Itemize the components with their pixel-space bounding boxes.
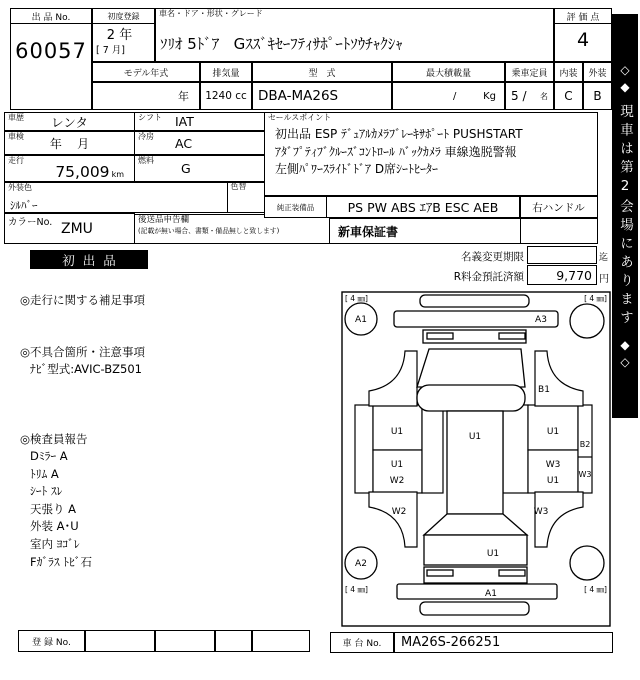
driving-notes-heading: ◎走行に関する補足事項 [20,293,146,307]
damage-code-w3-edge: W3 [578,470,592,479]
fuel-label: 燃料 [138,156,154,165]
sales-point-line: 初出品 ESP ﾃﾞｭｱﾙｶﾒﾗﾌﾞﾚｰｷｻﾎﾟｰﾄ PUSHSTART [275,127,523,141]
history-value: レンタ [51,114,88,130]
name-change-label: 名義変更期限 [461,251,524,263]
mileage-cell [4,155,135,182]
later-goods-note: (記載が無い場合、書類・備品無しと致します) [138,227,280,235]
mileage-unit: km [111,170,124,179]
inspection-cell [4,131,135,155]
damage-diagram [341,291,611,627]
steering-cell: 右ハンドル [520,196,598,218]
history-cell [4,112,135,131]
model-code-header: 型 式 [252,62,392,82]
max-load-slash: / [453,90,457,102]
first-registration-month: [ 7 月] [96,45,125,56]
capacity-number: 5 / [511,89,527,103]
tire-tread-rear-left: [ 4 ㎜] [345,585,368,594]
deposit-value: 9,770 [556,267,592,283]
registration-cell [252,630,310,652]
aircon-cell [134,131,265,155]
max-load-unit: Kg [483,90,496,102]
later-goods-label: 後送品申告欄 [138,215,190,225]
aircon-value: AC [175,135,193,151]
first-registration-label: 初度登録 [93,9,154,24]
grade-value: 4 [576,29,590,51]
grade-label: 評 価 点 [555,9,611,24]
damage-code-a3: A3 [535,315,547,325]
damage-code-a1-rear: A1 [485,589,497,599]
model-year-header: モデル年式 [92,62,200,82]
diamond-open-icon: ◇ [620,62,630,77]
inspector-item: 天張り A [30,501,77,516]
diamond-open-icon: ◇ [620,355,630,370]
displacement-value: 1240 cc [200,82,252,110]
color-number-cell [4,213,135,244]
exterior-color-value: ｼﾙﾊﾞｰ [10,199,38,212]
equipment-label-cell: 純正装備品 [264,196,327,218]
damage-diagram-box [341,291,611,627]
sales-points-label: セールスポイント [268,113,332,122]
lot-number-label: 出 品 No. [11,9,91,24]
color-number-value: ZMU [61,220,93,237]
displacement-header: 排気量 [200,62,252,82]
damage-code-b2-edge: B2 [579,440,591,449]
interior-grade: C [554,82,583,110]
tire-tread-front-left: [ 4 ㎜] [345,294,368,303]
shift-cell [134,112,265,131]
inspector-item: ｼｰﾄ ｽﾚ [30,484,63,499]
capacity-header: 乗車定員 [505,62,554,82]
damage-code-u1-right-low: U1 [546,476,560,486]
inspection-label: 車検 [8,132,24,141]
inspector-report-heading: ◎検査員報告 [20,432,88,446]
damage-code-a2: A2 [355,559,367,569]
car-name-label: 車名・ドア・形状・グレード [159,9,263,18]
color-change-label: 色替 [230,181,247,191]
sales-point-line: ｱﾀﾞﾌﾟﾃｨﾌﾞｸﾙｰｽﾞｺﾝﾄﾛｰﾙ ﾊﾞｯｸｶﾒﾗ 車線逸脱警報 [275,144,517,159]
warranty-value: 新車保証書 [338,224,399,239]
inspector-item: Dﾐﾗｰ A [30,449,68,463]
tire-tread-rear-right: [ 4 ㎜] [584,585,607,594]
first-registration-year: 2 年 [106,28,133,43]
sales-point-line: 左側ﾊﾟﾜｰｽﾗｲﾄﾞﾄﾞｱ D席ｼｰﾄﾋｰﾀｰ [275,162,439,176]
registration-cell [85,630,155,652]
grade-box [554,8,612,62]
first-registration-box [92,8,155,62]
inspection-value: 年 月 [49,136,90,151]
diamond-filled-icon: ◆ [620,338,630,353]
history-label: 車歴 [8,113,24,122]
shift-value: IAT [175,114,194,129]
capacity-unit: 名 [540,91,548,101]
car-name: ｿﾘｵ 5ﾄﾞｱ Gｽｽﾞｷｾｰﾌﾃｨｻﾎﾟｰﾄｿｳﾁｬｸｼｬ [160,35,403,53]
model-year-value: 年 [92,82,200,110]
registration-cell [215,630,252,652]
mileage-value: 75,009 [55,163,110,181]
exterior-color-label: 外装色 [8,183,32,192]
damage-code-w3-right: W3 [545,460,561,470]
deposit-label: R料金預託済額 [453,271,524,283]
name-change-suffix: 迄 [599,253,609,263]
inspector-report-list [30,448,92,571]
warranty-empty-cell [520,218,598,244]
max-load-header: 最大積載量 [392,62,505,82]
registration-cell [155,630,215,652]
tire-circle-front-right [570,304,604,338]
deposit-unit: 円 [599,274,609,285]
name-change-box [527,246,597,264]
inspector-item: ﾄﾘﾑ A [30,466,59,481]
inspector-item: Fｶﾞﾗｽ ﾄﾋﾞ石 [30,554,93,569]
diamond-filled-icon: ◆ [620,79,630,94]
inspector-item: 室内 ﾖｺﾞﾚ [30,536,80,551]
damage-code-w3-arch: W3 [533,507,549,517]
inspector-item: 外装 A･U [30,519,79,534]
deposit-box [527,265,597,285]
defect-notes-heading: ◎不具合箇所・注意事項 [20,345,146,359]
color-number-label: カラーNo. [8,217,53,228]
lot-number-box [10,8,92,110]
first-listing-badge: 初出品 [30,250,148,269]
exterior-color-cell [4,182,265,213]
sales-points-box [264,112,598,196]
venue-notice-sidebar [612,14,638,418]
tire-tread-front-right: [ 4 ㎜] [584,294,607,303]
warranty-cell [329,218,521,244]
later-goods-cell [134,214,330,244]
damage-code-a1-front: A1 [355,315,367,325]
aircon-label: 冷房 [138,132,154,141]
equipment-value-cell: PS PW ABS ｴｱB ESC AEB [326,196,520,218]
damage-code-u1-left-mid: U1 [390,460,404,470]
chassis-number-label: 車 台 No. [330,632,394,653]
registration-number-label: 登 録 No. [18,630,85,652]
interior-header: 内装 [554,62,583,82]
damage-code-b1: B1 [538,385,550,395]
damage-code-u1-left-top: U1 [390,427,404,437]
damage-code-u1-right-top: U1 [546,427,560,437]
chassis-number-value: MA26S-266251 [394,632,613,653]
capacity-value [505,82,554,110]
damage-code-w2-left: W2 [389,476,405,486]
tire-circle-rear-right [570,546,604,580]
damage-code-u1-rear: U1 [486,549,500,559]
mileage-label: 走行 [8,156,24,165]
max-load-value [392,82,505,110]
shift-label: シフト [138,113,162,122]
venue-notice-text: 現車は第2会場にあります [617,103,633,329]
color-change-cell [227,182,266,213]
model-code-value: DBA-MA26S [252,82,392,110]
damage-code-w2-arch: W2 [391,507,407,517]
defect-note-item: ﾅﾋﾞ型式:AVIC-BZ501 [30,362,143,376]
car-name-box [155,8,554,62]
exterior-header: 外装 [583,62,612,82]
lot-number: 60057 [15,39,87,63]
damage-code-u1-roof: U1 [468,432,482,442]
fuel-value: G [181,161,191,176]
fuel-cell [134,155,265,182]
exterior-grade: B [583,82,612,110]
